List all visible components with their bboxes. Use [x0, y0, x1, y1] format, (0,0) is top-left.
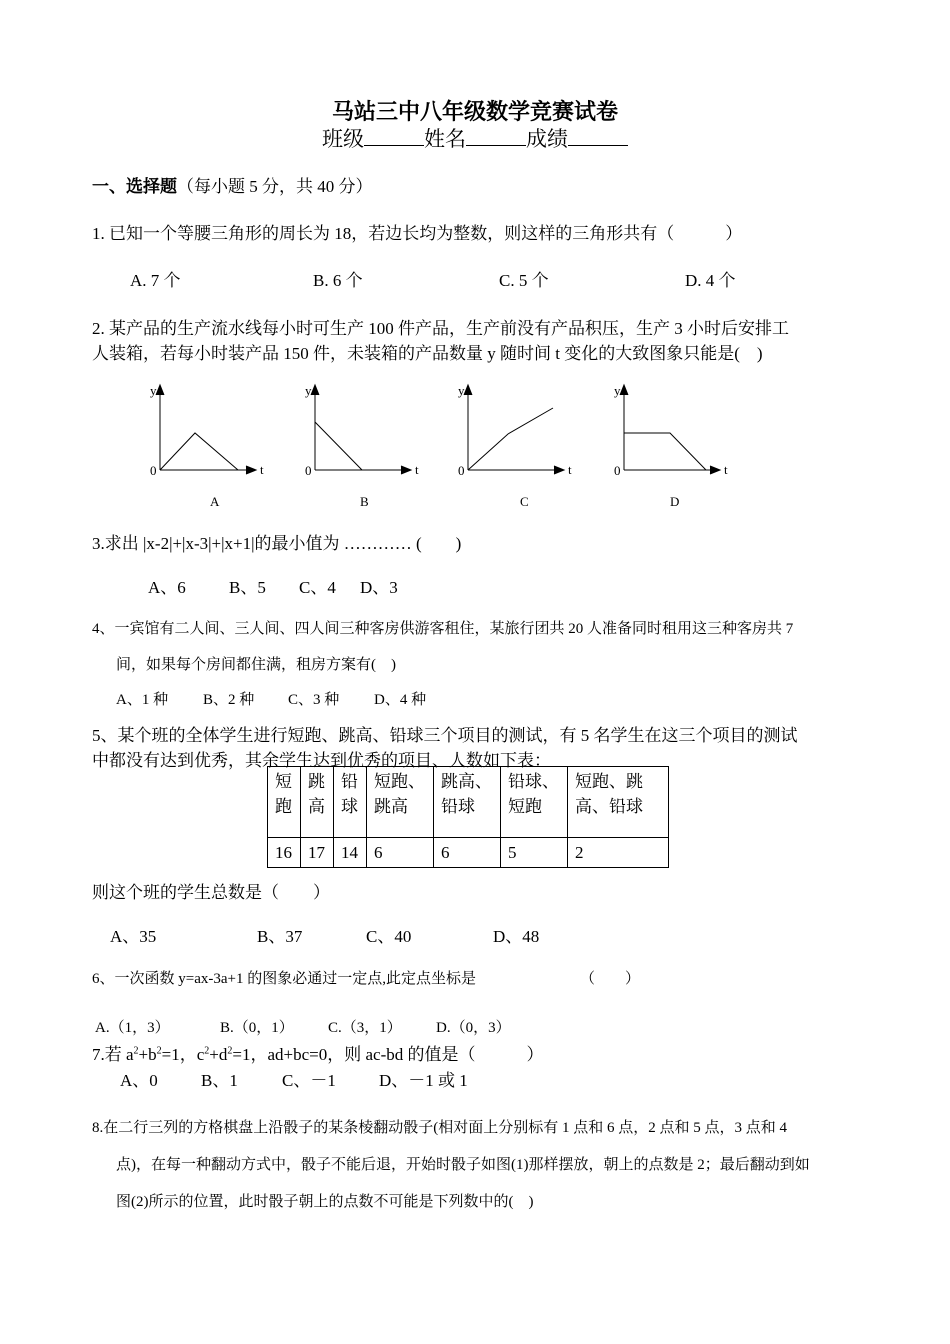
q2-graphs	[140, 375, 760, 515]
table-cell: 16	[268, 838, 301, 868]
table-header-cell: 短跑	[268, 767, 301, 838]
q7-sup: 2	[156, 1045, 162, 1057]
graph-a-curve	[160, 433, 238, 470]
q5-option-d[interactable]: D、48	[493, 927, 540, 946]
graph-b-y-label: y	[305, 383, 312, 398]
q4-option-a[interactable]: A、1 种	[116, 692, 169, 708]
q1-option-a[interactable]: A. 7 个	[130, 271, 181, 290]
graph-b-y-arrow	[311, 385, 319, 395]
name-label: 姓名	[424, 127, 466, 151]
q3-text: 3.求出 |x-2|+|x-3|+|x+1|的最小值为 ………… ( )	[92, 534, 462, 553]
q8-line3: 图(2)所示的位置，此时骰子朝上的点数不可能是下列数中的( )	[116, 1194, 534, 1210]
graph-d-label: D	[670, 494, 680, 509]
graph-b-x-arrow	[401, 466, 411, 474]
name-blank[interactable]	[466, 127, 526, 146]
q5-line2: 中都没有达到优秀，其余学生达到优秀的项目、人数如下表：	[92, 751, 551, 770]
graph-c-y-arrow	[464, 385, 472, 395]
graph-b-curve	[315, 422, 362, 470]
graph-a-x-label: t	[260, 462, 264, 477]
graph-d-x-arrow	[710, 466, 720, 474]
table-header-cell: 短跑、跳高	[367, 767, 434, 838]
student-info-line	[0, 123, 950, 153]
graph-b-label: B	[360, 494, 369, 509]
graph-a-x-arrow	[246, 466, 256, 474]
score-label: 成绩	[526, 127, 568, 151]
q5-line1: 5、某个班的全体学生进行短跑、跳高、铅球三个项目的测试，有 5 名学生在这三个项目的测试	[92, 726, 798, 745]
q3-option-d[interactable]: D、3	[360, 578, 398, 597]
q7-part: +d	[209, 1045, 228, 1064]
q6-paren: （ ）	[580, 971, 641, 987]
q7-option-d[interactable]: D、－1 或 1	[379, 1071, 468, 1090]
q7-sup: 2	[133, 1045, 139, 1057]
q5-question: 则这个班的学生总数是（ ）	[92, 883, 330, 902]
q7-part: =1，ad+bc=0，则 ac-bd 的值是（ ）	[232, 1045, 544, 1064]
graph-a-y-arrow	[156, 385, 164, 395]
q4-option-d[interactable]: D、4 种	[374, 692, 427, 708]
q7-part: =1，c	[161, 1045, 205, 1064]
q1-option-c[interactable]: C. 5 个	[499, 271, 549, 290]
q6-option-b[interactable]: B.（0，1）	[220, 1020, 294, 1036]
q4-option-b[interactable]: B、2 种	[203, 692, 255, 708]
graph-d-x-label: t	[724, 462, 728, 477]
q2-line2: 人装箱，若每小时装产品 150 件，未装箱的产品数量 y 随时间 t 变化的大致图象只能是( )	[92, 344, 763, 363]
q5-option-b[interactable]: B、37	[257, 927, 303, 946]
graph-c-curve	[468, 408, 553, 470]
q7-sup: 2	[204, 1045, 210, 1057]
section-title: 一、选择题	[92, 177, 177, 196]
table-cell: 5	[501, 838, 568, 868]
table-row	[268, 838, 669, 868]
q1-option-d[interactable]: D. 4 个	[685, 271, 736, 290]
section-note: （每小题 5 分，共 40 分）	[177, 177, 373, 196]
q7-sup: 2	[227, 1045, 233, 1057]
table-header-cell: 铅球	[334, 767, 367, 838]
table-header-cell: 跳高	[301, 767, 334, 838]
q5-option-c[interactable]: C、40	[366, 927, 412, 946]
table-header-cell: 跳高、铅球	[434, 767, 501, 838]
q7-part: 7.若 a	[92, 1045, 134, 1064]
table-header-cell: 铅球、短跑	[501, 767, 568, 838]
q5-table	[267, 766, 669, 868]
table-header-row	[268, 767, 669, 838]
graph-d-curve	[624, 433, 706, 470]
page-title: 马站三中八年级数学竞赛试卷	[331, 99, 618, 124]
class-blank[interactable]	[364, 127, 424, 146]
section-heading	[92, 172, 373, 197]
q1-option-b[interactable]: B. 6 个	[313, 271, 363, 290]
graph-b-x-label: t	[415, 462, 419, 477]
q6-text: 6、一次函数 y=ax-3a+1 的图象必通过一定点,此定点坐标是	[92, 971, 476, 987]
q1-text: 1. 已知一个等腰三角形的周长为 18，若边长均为整数，则这样的三角形共有（ ）	[92, 224, 743, 243]
graph-c-x-label: t	[568, 462, 572, 477]
graph-c-label: C	[520, 494, 529, 509]
class-label: 班级	[322, 127, 364, 151]
q4-option-c[interactable]: C、3 种	[288, 692, 340, 708]
q7-option-b[interactable]: B、1	[201, 1071, 238, 1090]
table-header-cell: 短跑、跳高、铅球	[568, 767, 669, 838]
graph-d-y-arrow	[620, 385, 628, 395]
graph-a-label: A	[210, 494, 220, 509]
graph-c-origin: 0	[458, 463, 465, 478]
q8-line2: 点)，在每一种翻动方式中，骰子不能后退，开始时骰子如图(1)那样摆放，朝上的点数是 2；最后翻动到如	[116, 1157, 810, 1173]
table-cell: 2	[568, 838, 669, 868]
graph-c-x-arrow	[554, 466, 564, 474]
q7-part: +b	[138, 1045, 157, 1064]
q5-option-a[interactable]: A、35	[110, 927, 157, 946]
q3-option-c[interactable]: C、4	[299, 578, 336, 597]
q3-option-a[interactable]: A、6	[148, 578, 186, 597]
q4-line2: 间，如果每个房间都住满，租房方案有( )	[116, 657, 396, 673]
graph-d-origin: 0	[614, 463, 621, 478]
graph-a-y-label: y	[150, 383, 157, 398]
q7-option-c[interactable]: C、－1	[282, 1071, 336, 1090]
graph-c-y-label: y	[458, 383, 465, 398]
q7-text	[92, 1040, 543, 1065]
q6-option-c[interactable]: C.（3，1）	[328, 1020, 402, 1036]
table-cell: 6	[367, 838, 434, 868]
q7-option-a[interactable]: A、0	[120, 1071, 158, 1090]
table-cell: 6	[434, 838, 501, 868]
score-blank[interactable]	[568, 127, 628, 146]
table-cell: 17	[301, 838, 334, 868]
graph-b-origin: 0	[305, 463, 312, 478]
q4-line1: 4、一宾馆有二人间、三人间、四人间三种客房供游客租住，某旅行团共 20 人准备同时租用这三种客房共 7	[92, 621, 794, 637]
q6-option-a[interactable]: A.（1，3）	[95, 1020, 170, 1036]
graph-d-y-label: y	[614, 383, 621, 398]
q8-line1: 8.在二行三列的方格棋盘上沿骰子的某条棱翻动骰子(相对面上分别标有 1 点和 6 点，2 点和 5 点，3 点和 4	[92, 1120, 787, 1136]
graph-a-origin: 0	[150, 463, 157, 478]
table-cell: 14	[334, 838, 367, 868]
q2-line1: 2. 某产品的生产流水线每小时可生产 100 件产品，生产前没有产品积压，生产 3 小时后安排工	[92, 319, 789, 338]
q3-option-b[interactable]: B、5	[229, 578, 266, 597]
q6-option-d[interactable]: D.（0，3）	[436, 1020, 511, 1036]
